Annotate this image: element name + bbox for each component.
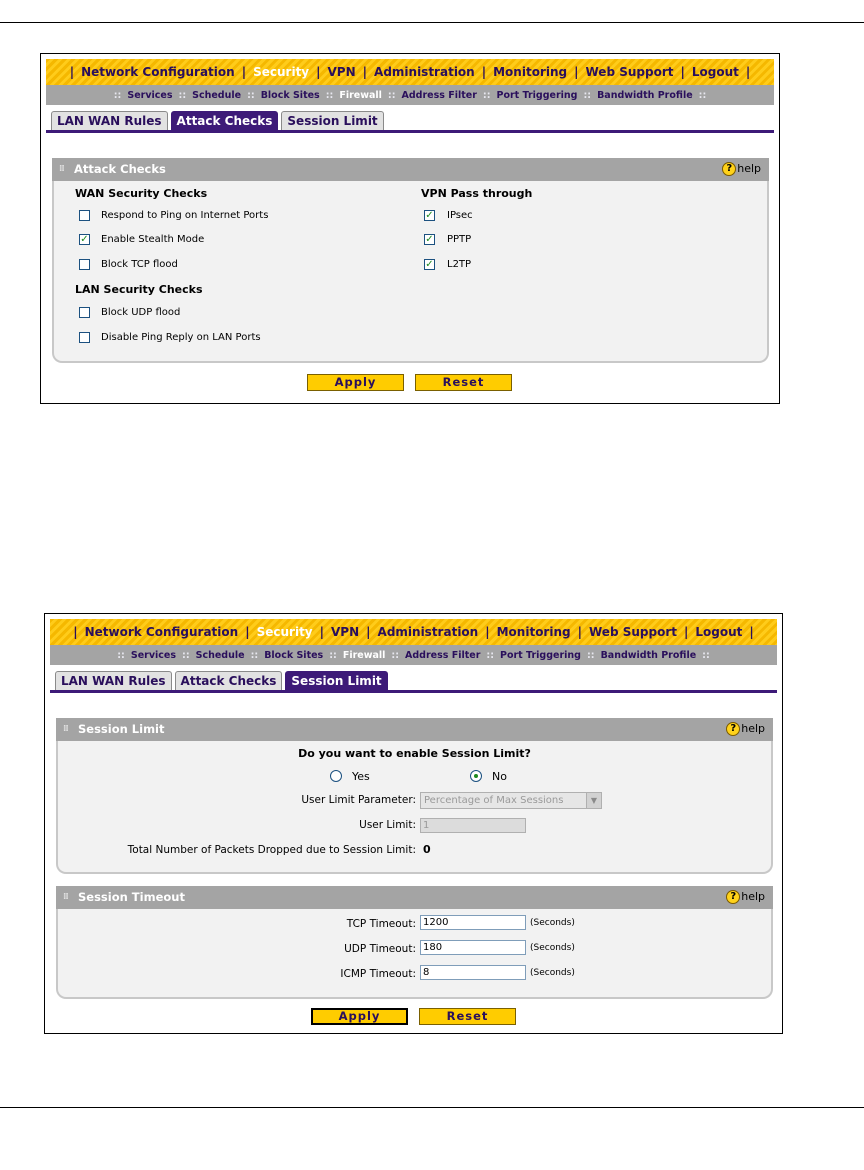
user-limit-label: User Limit: [359, 819, 416, 831]
subnav-firewall[interactable]: Firewall [339, 89, 382, 101]
icmp-timeout-unit: (Seconds) [530, 968, 575, 978]
sub-nav: :: Services :: Schedule :: Block Sites :: Firewall :: Address Filter :: Port Triggering :: Bandwidth Profile :: [50, 645, 777, 665]
subnav-port-triggering[interactable]: Port Triggering [500, 649, 581, 661]
nav-administration[interactable]: Administration [377, 625, 479, 639]
user-limit-parameter-label: User Limit Parameter: [301, 794, 416, 806]
yes-radio[interactable] [330, 770, 342, 782]
block-udp-flood-label: Block UDP flood [101, 307, 181, 318]
reset-button[interactable]: Reset [419, 1008, 516, 1025]
subnav-address-filter[interactable]: Address Filter [401, 89, 477, 101]
reset-button[interactable]: Reset [415, 374, 512, 391]
grip-icon: ⁞⁞ [63, 892, 68, 902]
block-tcp-flood-checkbox[interactable] [79, 259, 90, 270]
block-tcp-flood-label: Block TCP flood [101, 259, 178, 270]
help-link[interactable] [722, 161, 761, 177]
wan-security-title: WAN Security Checks [75, 187, 208, 200]
help-label: help [737, 162, 761, 175]
tab-bar [55, 671, 388, 691]
subnav-schedule[interactable]: Schedule [195, 649, 245, 661]
section-title: Session Timeout [78, 890, 185, 904]
yes-label: Yes [352, 770, 370, 783]
nav-monitoring[interactable]: Monitoring [493, 65, 568, 79]
chevron-down-icon: ▼ [586, 793, 601, 808]
no-label: No [492, 770, 507, 783]
attack-checks-header [52, 158, 769, 181]
subnav-bandwidth-profile[interactable]: Bandwidth Profile [597, 89, 693, 101]
tcp-timeout-label: TCP Timeout: [346, 918, 416, 930]
disable-ping-reply-label: Disable Ping Reply on LAN Ports [101, 332, 261, 343]
main-nav: | Network Configuration | Security | VPN | Administration | Monitoring | Web Support | Logout | [50, 619, 777, 645]
tab-session-limit[interactable]: Session Limit [281, 111, 383, 131]
nav-network-configuration[interactable]: Network Configuration [81, 65, 235, 79]
user-limit-parameter-value: Percentage of Max Sessions [424, 795, 564, 806]
tab-lan-wan-rules[interactable]: LAN WAN Rules [55, 671, 172, 691]
lan-security-title: LAN Security Checks [75, 283, 203, 296]
help-label: help [741, 890, 765, 903]
l2tp-checkbox[interactable]: ✓ [425, 259, 434, 270]
stealth-mode-checkbox[interactable]: ✓ [80, 234, 89, 245]
attack-checks-panel [52, 181, 769, 363]
ipsec-label: IPsec [447, 210, 473, 221]
help-label: help [741, 722, 765, 735]
subnav-port-triggering[interactable]: Port Triggering [496, 89, 578, 101]
tcp-timeout-unit: (Seconds) [530, 918, 575, 928]
main-nav: | Network Configuration | Security | VPN | Administration | Monitoring | Web Support | Logout | [46, 59, 774, 85]
help-icon: ? [726, 722, 740, 736]
nav-web-support[interactable]: Web Support [585, 65, 674, 79]
help-link[interactable] [726, 889, 765, 905]
tab-lan-wan-rules[interactable]: LAN WAN Rules [51, 111, 168, 131]
subnav-address-filter[interactable]: Address Filter [405, 649, 481, 661]
grip-icon: ⁞⁞ [59, 164, 64, 174]
tcp-timeout-input[interactable]: 1200 [420, 915, 526, 930]
help-link[interactable] [726, 721, 765, 737]
udp-timeout-unit: (Seconds) [530, 943, 575, 953]
udp-timeout-label: UDP Timeout: [344, 943, 416, 955]
user-limit-input[interactable]: 1 [420, 818, 526, 833]
subnav-bandwidth-profile[interactable]: Bandwidth Profile [600, 649, 697, 661]
subnav-block-sites[interactable]: Block Sites [264, 649, 324, 661]
section-title: Attack Checks [74, 162, 166, 176]
nav-security[interactable]: Security [256, 625, 313, 639]
ipsec-checkbox[interactable]: ✓ [425, 210, 434, 221]
tab-attack-checks[interactable]: Attack Checks [175, 671, 283, 691]
pptp-label: PPTP [447, 234, 472, 245]
l2tp-label: L2TP [447, 259, 472, 270]
nav-monitoring[interactable]: Monitoring [496, 625, 571, 639]
subnav-services[interactable]: Services [127, 89, 173, 101]
help-icon: ? [722, 162, 736, 176]
tab-session-limit[interactable]: Session Limit [285, 671, 387, 691]
icmp-timeout-label: ICMP Timeout: [340, 968, 416, 980]
tab-attack-checks[interactable]: Attack Checks [171, 111, 279, 131]
enable-question: Do you want to enable Session Limit? [298, 747, 531, 760]
packets-dropped-value: 0 [423, 843, 431, 856]
nav-web-support[interactable]: Web Support [589, 625, 677, 639]
bottom-page-rule [0, 1107, 864, 1108]
vpn-pass-through-title: VPN Pass through [421, 187, 533, 200]
session-timeout-header [56, 886, 773, 909]
packets-dropped-label: Total Number of Packets Dropped due to Session Limit: [127, 844, 416, 856]
nav-administration[interactable]: Administration [374, 65, 475, 79]
respond-ping-checkbox[interactable] [79, 210, 90, 221]
session-timeout-panel [56, 909, 773, 999]
apply-button[interactable]: Apply [307, 374, 404, 391]
disable-ping-reply-checkbox[interactable] [79, 332, 90, 343]
icmp-timeout-input[interactable]: 8 [420, 965, 526, 980]
subnav-firewall[interactable]: Firewall [342, 649, 386, 661]
nav-network-configuration[interactable]: Network Configuration [84, 625, 239, 639]
nav-logout[interactable]: Logout [691, 65, 739, 79]
nav-vpn[interactable]: VPN [327, 65, 356, 79]
subnav-schedule[interactable]: Schedule [192, 89, 242, 101]
nav-vpn[interactable]: VPN [331, 625, 360, 639]
nav-security[interactable]: Security [253, 65, 310, 79]
subnav-block-sites[interactable]: Block Sites [260, 89, 320, 101]
respond-ping-label: Respond to Ping on Internet Ports [101, 210, 269, 221]
subnav-services[interactable]: Services [130, 649, 177, 661]
top-page-rule [0, 22, 864, 23]
tab-underline [50, 690, 777, 693]
grip-icon: ⁞⁞ [63, 724, 68, 734]
stealth-mode-label: Enable Stealth Mode [101, 234, 205, 245]
section-title: Session Limit [78, 722, 165, 736]
session-limit-panel [56, 741, 773, 874]
tab-bar [51, 111, 384, 131]
block-udp-flood-checkbox[interactable] [79, 307, 90, 318]
tab-underline [46, 130, 774, 133]
apply-button[interactable]: Apply [311, 1008, 408, 1025]
session-limit-header [56, 718, 773, 741]
session-limit-screenshot [44, 613, 783, 1034]
pptp-checkbox[interactable]: ✓ [425, 234, 434, 245]
no-radio[interactable] [470, 770, 482, 782]
user-limit-parameter-select[interactable] [420, 792, 602, 809]
help-icon: ? [726, 890, 740, 904]
sub-nav: :: Services :: Schedule :: Block Sites :: Firewall :: Address Filter :: Port Triggering :: Bandwidth Profile :: [46, 85, 774, 105]
nav-logout[interactable]: Logout [695, 625, 743, 639]
attack-checks-screenshot [40, 53, 780, 404]
udp-timeout-input[interactable]: 180 [420, 940, 526, 955]
